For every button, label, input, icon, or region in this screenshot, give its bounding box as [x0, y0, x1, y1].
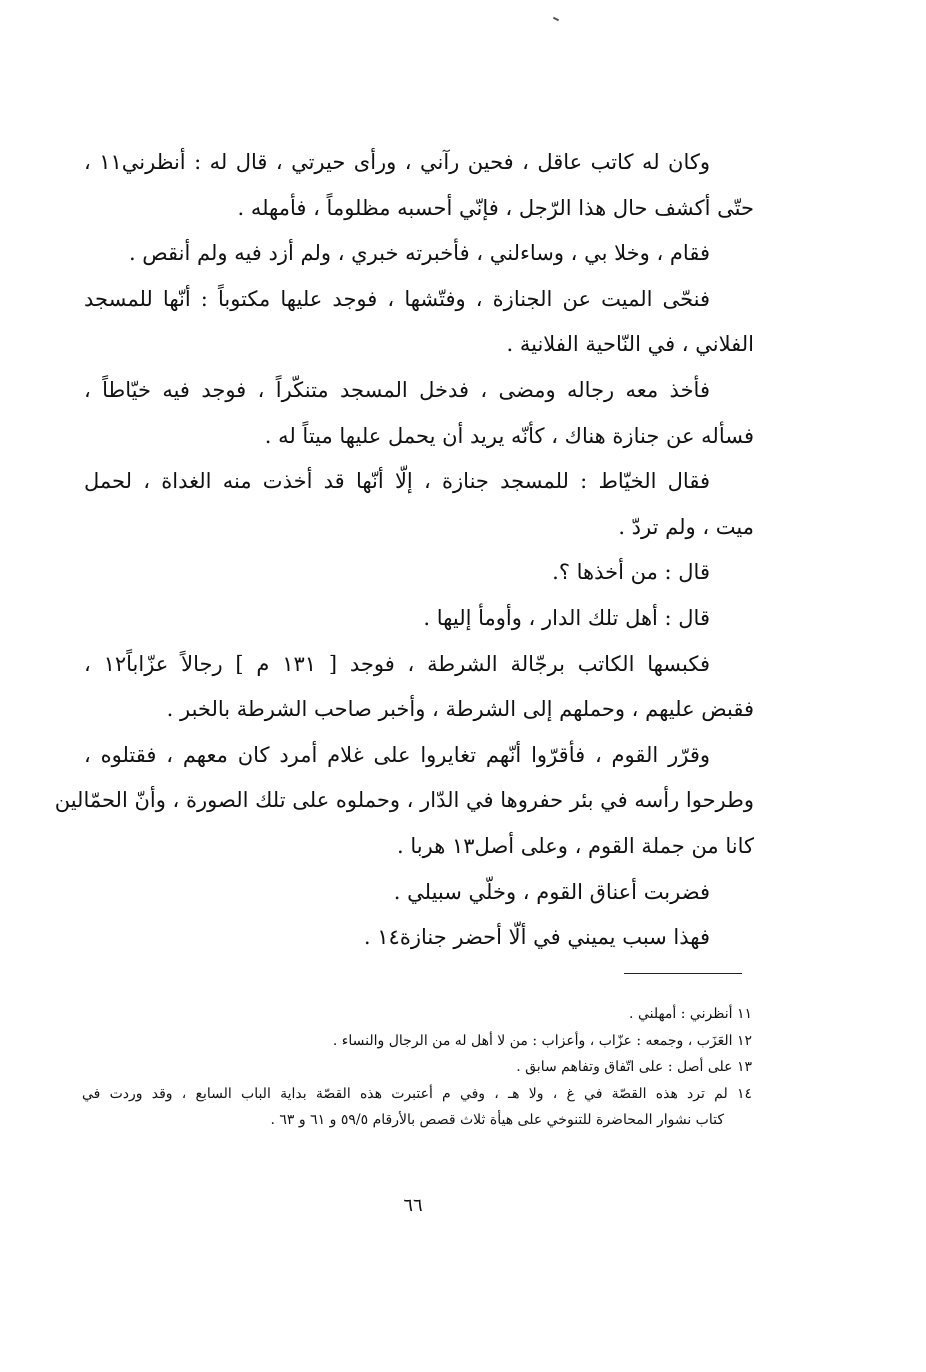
body-line: فقال الخيّاط : للمسجد جنازة ، إلّا أنّها قد أخذت منه الغداة ، لحمل — [84, 469, 710, 494]
body-line: قال : من أخذها ؟. — [552, 560, 710, 585]
body-line: ميت ، ولم تردّ . — [618, 514, 754, 539]
body-line: فكبسها الكاتب برجّالة الشرطة ، فوجد [ ١٣١ م ] رجالاً عزّاباً١٢ ، — [84, 651, 710, 676]
footnote-separator — [624, 973, 742, 974]
footnote: ١٤ لم ترد هذه القصّة في غ ، ولا هـ ، وفي م أعتبرت هذه القصّة بداية الباب السابع ، وقد وردت في — [82, 1085, 752, 1102]
body-line: فأخذ معه رجاله ومضى ، فدخل المسجد متنكّراً ، فوجد فيه خيّاطاً ، — [84, 377, 710, 402]
body-line: قال : أهل تلك الدار ، وأومأ إليها . — [423, 605, 710, 630]
body-line: فسأله عن جنازة هناك ، كأنّه يريد أن يحمل عليها ميتاً له . — [264, 423, 754, 448]
scan-speck — [553, 17, 559, 22]
body-line: فضربت أعناق القوم ، وخلّي سبيلي . — [393, 879, 710, 904]
footnote-continuation: كتاب نشوار المحاضرة للتنوخي على هيأة ثلاث قصص بالأرقام ٥٩/٥ و ٦١ و ٦٣ . — [270, 1112, 724, 1128]
body-line: كانا من جملة القوم ، وعلى أصل١٣ هربا . — [397, 833, 754, 858]
footnote: ١٣ على أصل : على اتّفاق وتفاهم سابق . — [516, 1059, 752, 1075]
page-number: ٦٦ — [403, 1195, 423, 1216]
body-line: حتّى أكشف حال هذا الرّجل ، فإنّي أحسبه مظلوماً ، فأمهله . — [237, 195, 754, 220]
body-line: وطرحوا رأسه في بئر حفروها في الدّار ، وحملوه على تلك الصورة ، وأنّ الحمّالين — [54, 788, 754, 813]
body-line: فنحّى الميت عن الجنازة ، وفتّشها ، فوجد عليها مكتوباً : أنّها للمسجد — [84, 286, 710, 311]
body-text — [54, 140, 754, 961]
footnote: ١٢ العَزَب ، وجمعه : عزّاب ، وأعزاب : من لا أهل له من الرجال والنساء . — [332, 1032, 752, 1049]
footnotes — [82, 1001, 752, 1134]
body-line: الفلاني ، في النّاحية الفلانية . — [506, 332, 754, 357]
body-line: وكان له كاتب عاقل ، فحين رآني ، ورأى حيرتي ، قال له : أنظرني١١ ، — [84, 150, 711, 174]
footnote: ١١ أنظرني : أمهلني . — [629, 1006, 752, 1022]
body-line: فقام ، وخلا بي ، وساءلني ، فأخبرته خبري ، ولم أزد فيه ولم أنقص . — [128, 241, 710, 266]
body-line: فهذا سبب يميني في ألّا أحضر جنازة١٤ . — [363, 925, 710, 950]
body-line: وقرّر القوم ، فأقرّوا أنّهم تغايروا على غلام أمرد كان معهم ، فقتلوه ، — [84, 742, 710, 767]
body-line: فقبض عليهم ، وحملهم إلى الشرطة ، وأخبر صاحب الشرطة بالخبر . — [166, 697, 754, 722]
